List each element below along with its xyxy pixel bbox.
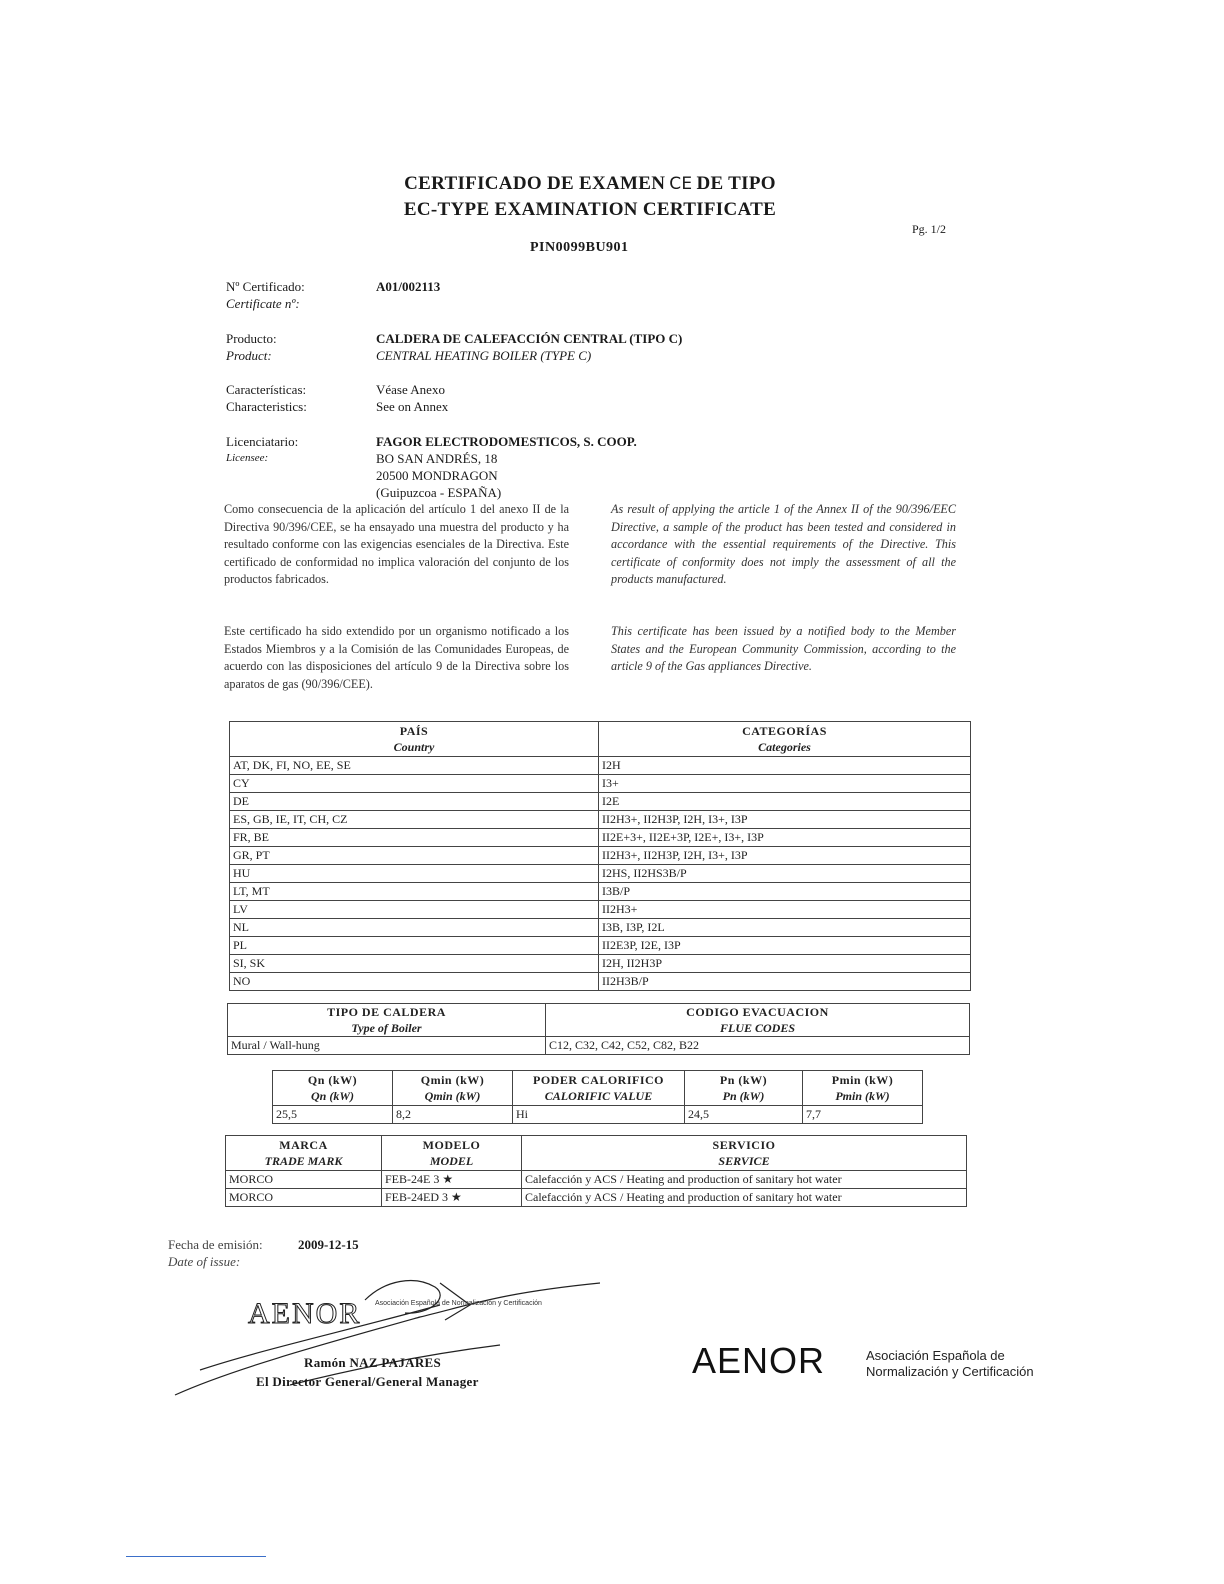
calorific-header-en: CALORIFIC VALUE [544,1089,653,1103]
category-cell: I3+ [599,775,971,793]
cert-label-es: Nº Certificado: [226,279,305,294]
char-value [376,381,448,415]
country-cell: LV [230,901,599,919]
country-cell: GR, PT [230,847,599,865]
table-row [230,775,971,793]
table-row [230,847,971,865]
paragraph-1-en: As result of applying the article 1 of the Annex II of the 90/396/EEC Directive, a sample of the product has been tested and considered in accordance with the essential requirements of the Directive. This certificate of conformity does not imply the assessment of all the products manufactured. [611,502,956,586]
pmin-header-en: Pmin (kW) [835,1089,890,1103]
pn-header-es: Pn (kW) [719,1073,768,1087]
licensee-address-3: (Guipuzcoa - ESPAÑA) [376,485,502,500]
pn-header [685,1071,803,1106]
country-cell: LT, MT [230,883,599,901]
signer-name: Ramón NAZ PAJARES [304,1355,442,1370]
qn-header [273,1071,393,1106]
category-cell: I3B/P [599,883,971,901]
table-row [273,1106,923,1124]
cert-label [226,278,305,312]
table-row [230,811,971,829]
char-label-es: Características: [226,382,307,397]
issue-date-label [168,1236,263,1270]
service-header-en: SERVICE [718,1154,770,1168]
title-en: EC-TYPE EXAMINATION CERTIFICATE [403,199,777,220]
trade-mark-header-en: TRADE MARK [264,1154,343,1168]
aenor-subtitle [866,1348,1034,1380]
flue-codes-header [546,1004,970,1037]
model-header [382,1136,522,1171]
issue-date: 2009-12-15 [298,1237,359,1252]
qn-header-es: Qn (kW) [307,1073,358,1087]
cert-value: A01/002113 [376,279,441,294]
country-cell: ES, GB, IE, IT, CH, CZ [230,811,599,829]
calorific-header-es: PODER CALORIFICO [532,1073,664,1087]
table-row [230,973,971,991]
table-row [230,883,971,901]
country-cell: SI, SK [230,955,599,973]
product-value-en: CENTRAL HEATING BOILER (TYPE C) [376,348,592,363]
char-label-en: Characteristics: [226,399,307,414]
category-cell: I2H, II2H3P [599,955,971,973]
char-label [226,381,307,415]
pn-cell: 24,5 [685,1106,803,1124]
service-cell: Calefacción y ACS / Heating and production of sanitary hot water [522,1189,967,1207]
table-header-row [273,1071,923,1106]
calorific-cell: Hi [513,1106,685,1124]
boiler-type-cell: Mural / Wall-hung [228,1037,546,1055]
category-cell: I3B, I3P, I2L [599,919,971,937]
issue-date-label-en: Date of issue: [168,1254,241,1269]
licensee-label-es: Licenciatario: [226,434,299,449]
title-es-post: DE TIPO [696,173,776,194]
category-cell: I2HS, II2HS3B/P [599,865,971,883]
flue-codes-header-es: CODIGO EVACUACION [686,1005,829,1019]
product-value [376,330,682,364]
signer-role: El Director General/General Manager [256,1374,479,1389]
country-cell: DE [230,793,599,811]
country-categories-table [229,721,971,991]
category-cell: II2H3B/P [599,973,971,991]
category-cell: II2H3+, II2H3P, I2H, I3+, I3P [599,811,971,829]
table-row [226,1171,967,1189]
model-cell [382,1171,522,1189]
boiler-type-header [228,1004,546,1037]
service-header [522,1136,967,1171]
product-value-es: CALDERA DE CALEFACCIÓN CENTRAL (TIPO C) [376,331,683,346]
trade-mark-cell: MORCO [226,1171,382,1189]
table-row [230,829,971,847]
service-header-es: SERVICIO [712,1138,776,1152]
table-row [230,901,971,919]
licensee-name: FAGOR ELECTRODOMESTICOS, S. COOP. [376,434,637,449]
service-cell: Calefacción y ACS / Heating and production of sanitary hot water [522,1171,967,1189]
country-cell: PL [230,937,599,955]
table-row [230,937,971,955]
table-header-row [228,1004,970,1037]
country-header-en: Country [393,740,435,754]
categories-header [599,722,971,757]
table-row [230,865,971,883]
qn-header-en: Qn (kW) [310,1089,354,1103]
pmin-cell: 7,7 [803,1106,923,1124]
star-icon: ★ [442,1172,454,1186]
trade-mark-header [226,1136,382,1171]
table-header-row [226,1136,967,1171]
category-cell: II2E+3+, II2E+3P, I2E+, I3+, I3P [599,829,971,847]
title-es-pre: CERTIFICADO DE EXAMEN [404,173,666,194]
product-label-en: Product: [226,348,272,363]
country-header-es: PAÍS [399,724,429,738]
model-cell [382,1189,522,1207]
boiler-type-header-es: TIPO DE CALDERA [327,1005,446,1019]
country-cell: FR, BE [230,829,599,847]
pmin-header-es: Pmin (kW) [831,1073,894,1087]
power-table [272,1070,923,1124]
licensee-value [376,433,637,501]
table-row [228,1037,970,1055]
category-cell: II2H3+ [599,901,971,919]
licensee-label-en: Licensee: [226,452,269,464]
categories-header-en: Categories [758,740,811,754]
ce-mark-icon: CE [669,174,693,194]
category-cell: I2E [599,793,971,811]
table-row [230,955,971,973]
model-table [225,1135,967,1207]
licensee-label [226,433,298,467]
pn-header-en: Pn (kW) [722,1089,765,1103]
qmin-header-en: Qmin (kW) [424,1089,481,1103]
stamp-small-text: Asociación Española de Normalización y Certificación [375,1300,542,1307]
aenor-subtitle-line-2: Normalización y Certificación [866,1364,1034,1379]
category-cell: II2H3+, II2H3P, I2H, I3+, I3P [599,847,971,865]
pin-number: PIN0099BU901 [530,240,629,255]
categories-header-es: CATEGORÍAS [742,724,827,738]
page-number: Pg. 1/2 [912,222,947,236]
country-header [230,722,599,757]
country-cell: AT, DK, FI, NO, EE, SE [230,757,599,775]
qn-cell: 25,5 [273,1106,393,1124]
footer-divider [126,1556,266,1557]
qmin-header [393,1071,513,1106]
pmin-header [803,1071,923,1106]
table-row [226,1189,967,1207]
paragraph-1-es: Como consecuencia de la aplicación del artículo 1 del anexo II de la Directiva 90/396/CEE, se ha ensayado una muestra del producto y ha resultado conforme con las exigencias esenciales de la Directiva. Este certificado de conformidad no implica valoración del conjunto de los productos fabricados. [224,502,569,586]
table-row [230,793,971,811]
aenor-subtitle-line-1: Asociación Española de [866,1348,1005,1363]
calorific-header [513,1071,685,1106]
char-value-es: Véase Anexo [376,382,445,397]
trade-mark-header-es: MARCA [279,1138,328,1152]
model-name: FEB-24ED 3 [385,1190,448,1204]
boiler-type-header-en: Type of Boiler [351,1021,422,1035]
title-es [0,173,1180,195]
aenor-logo: AENOR [692,1340,826,1381]
country-cell: NO [230,973,599,991]
product-label-es: Producto: [226,331,277,346]
stamp-text: AENOR [248,1297,362,1330]
licensee-address-1: BO SAN ANDRÉS, 18 [376,451,498,466]
model-header-en: MODEL [429,1154,474,1168]
model-header-es: MODELO [422,1138,481,1152]
cert-label-en: Certificate nº: [226,296,300,311]
paragraph-2-en: This certificate has been issued by a notified body to the Member States and the European Community Commission, according to the article 9 of the Gas appliances Directive. [611,624,956,673]
qmin-header-es: Qmin (kW) [420,1073,485,1087]
boiler-flue-table [227,1003,970,1055]
char-value-en: See on Annex [376,399,449,414]
country-cell: CY [230,775,599,793]
table-row [230,919,971,937]
table-header-row [230,722,971,757]
qmin-cell: 8,2 [393,1106,513,1124]
product-label [226,330,277,364]
paragraph-2-es: Este certificado ha sido extendido por un organismo notificado a los Estados Miembros y a la Comisión de las Comunidades Europeas, de acuerdo con las disposiciones del artículo 9 de la Directiva sobre los aparatos de gas (90/396/CEE). [224,624,569,691]
model-name: FEB-24E 3 [385,1172,440,1186]
category-cell: II2E3P, I2E, I3P [599,937,971,955]
issue-date-label-es: Fecha de emisión: [168,1237,263,1252]
licensee-address-2: 20500 MONDRAGON [376,468,498,483]
country-cell: HU [230,865,599,883]
country-cell: NL [230,919,599,937]
star-icon: ★ [451,1190,462,1204]
flue-codes-header-en: FLUE CODES [719,1021,796,1035]
category-cell: I2H [599,757,971,775]
trade-mark-cell: MORCO [226,1189,382,1207]
table-row [230,757,971,775]
flue-codes-cell: C12, C32, C42, C52, C82, B22 [546,1037,970,1055]
